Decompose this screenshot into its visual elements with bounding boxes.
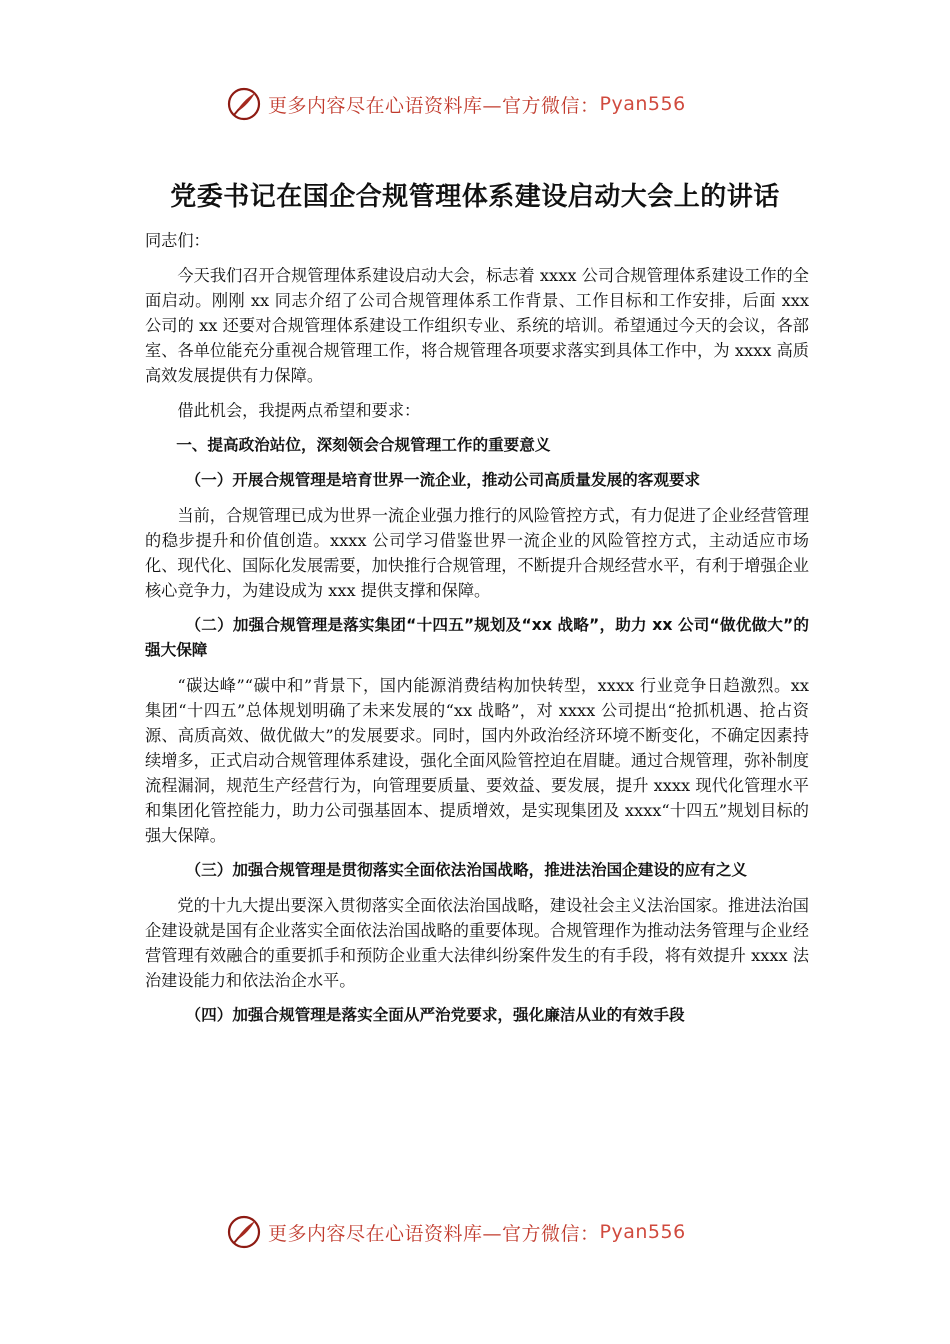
document-title: 党委书记在国企合规管理体系建设启动大会上的讲话: [170, 182, 780, 212]
banner-text: 更多内容尽在心语资料库—官方微信：: [268, 94, 600, 117]
subsection-heading-3: （三）加强合规管理是贯彻落实全面依法治国战略，推进法治国企建设的应有之义: [185, 861, 747, 879]
subsection-heading-1: （一）开展合规管理是培育世界一流企业，推动公司高质量发展的客观要求: [185, 471, 701, 489]
header-banner: [226, 82, 746, 126]
section-heading-1: 一、提高政治站位，深刻领会合规管理工作的重要意义: [176, 436, 551, 454]
intro-paragraph: 今天我们召开合规管理体系建设启动大会，标志着 xxxx 公司合规管理体系建设工作的全面启动。刚刚 xx 同志介绍了公司合规管理体系工作背景、工作目标和工作安排，后面 xxx 公司的 xx 还要对合规管理体系建设工作组织专业、系统的培训。希望通过今天的会议，各部室、各单位能充分重视合规管理工作，将合规管理各项要求落实到具体工作中，为 xxxx 高质高效发展提供有力保障。: [145, 266, 809, 385]
quill-logo-icon: [226, 1214, 262, 1250]
footer-banner: [226, 1210, 746, 1254]
document-body: [145, 228, 809, 1038]
subsection-body-2: “碳达峰”“碳中和”背景下，国内能源消费结构加快转型，xxxx 行业竞争日趋激烈。xx 集团“十四五”总体规划明确了未来发展的“xx 战略”，对 xxxx 公司提出“抢抓机遇、抢占资源、高质高效、做优做大”的发展要求。同时，国内外政治经济环境不断变化，不确定因素持续增多，正式启动合规管理体系建设，强化全面风险管控迫在眉睫。通过合规管理，弥补制度流程漏洞，规范生产经营行为，向管理要质量、要效益、要发展，提升 xxxx 现代化管理水平和集团化管控能力，助力公司强基固本、提质增效，是实现集团及 xxxx“十四五”规划目标的强大保障。: [145, 676, 809, 845]
quill-logo-icon: [226, 86, 262, 122]
subsection-body-1: 当前，合规管理已成为世界一流企业强力推行的风险管控方式，有力促进了企业经营管理的稳步提升和价值创造。xxxx 公司学习借鉴世界一流企业的风险管控方式，主动适应市场化、现代化、国际化发展需要，加快推行合规管理，不断提升合规经营水平，有利于增强企业核心竞争力，为建设成为 xxx 提供支撑和保障。: [145, 506, 809, 600]
banner-text: 更多内容尽在心语资料库—官方微信：: [268, 1222, 600, 1245]
banner-wechat-id: Pyan556: [599, 1221, 686, 1243]
salutation: 同志们：: [145, 231, 210, 250]
banner-wechat-id: Pyan556: [599, 93, 686, 115]
subsection-heading-4: （四）加强合规管理是落实全面从严治党要求，强化廉洁从业的有效手段: [185, 1006, 685, 1024]
subsection-heading-2: （二）加强合规管理是落实集团“十四五”规划及“xx 战略”，助力 xx 公司“做优做大”的强大保障: [145, 616, 809, 659]
subsection-body-3: 党的十九大提出要深入贯彻落实全面依法治国战略，建设社会主义法治国家。推进法治国企建设就是国有企业落实全面依法治国战略的重要体现。合规管理作为推动法务管理与企业经营管理有效融合的重要抓手和预防企业重大法律纠纷案件发生的有手段，将有效提升 xxxx 法治建设能力和依法治企水平。: [145, 896, 809, 990]
transition-paragraph: 借此机会，我提两点希望和要求：: [177, 401, 421, 420]
